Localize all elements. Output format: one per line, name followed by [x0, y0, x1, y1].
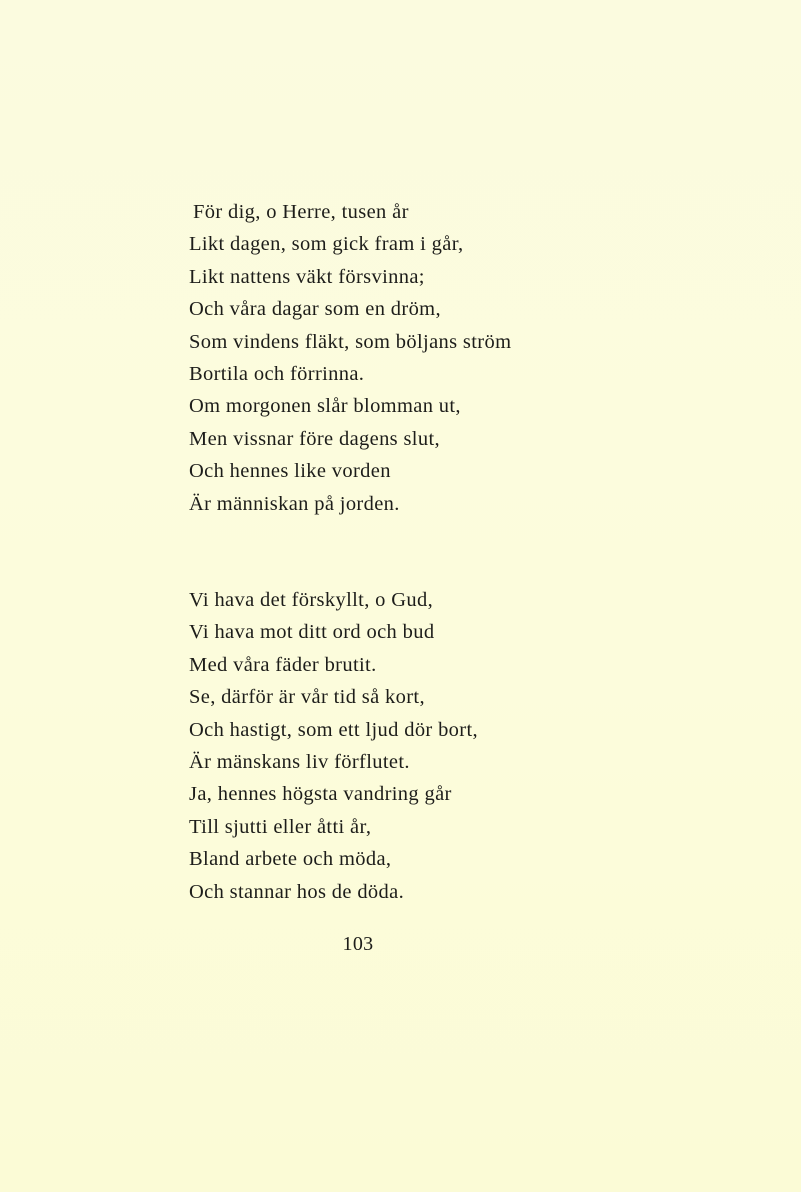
verse-line: Är människan på jorden. — [189, 492, 400, 515]
verse-line: Är mänskans liv förflutet. — [189, 750, 410, 773]
verse-line: Och våra dagar som en dröm, — [189, 298, 441, 321]
verse-line: Och hennes like vorden — [189, 460, 391, 483]
verse-line: Med våra fäder brutit. — [189, 653, 377, 676]
verse-line: Men vissnar före dagens slut, — [189, 427, 440, 450]
verse-line: Som vindens fläkt, som böljans ström — [189, 330, 512, 353]
verse-line: Till sjutti eller åtti år, — [189, 815, 372, 838]
verse-line: Likt nattens väkt försvinna; — [189, 265, 425, 288]
page-number: 103 — [342, 933, 374, 955]
verse-line: Och stannar hos de döda. — [189, 880, 405, 903]
verse-line: För dig, o Herre, tusen år — [193, 201, 409, 223]
verse-line: Om morgonen slår blomman ut, — [189, 395, 461, 418]
stanza-2 — [189, 584, 709, 908]
verse-line: Se, därför är vår tid så kort, — [189, 686, 425, 709]
verse-line: Bortila och förrinna. — [189, 362, 365, 385]
verse-line: Likt dagen, som gick fram i går, — [189, 233, 464, 256]
stanza-1 — [189, 196, 709, 520]
verse-line: Och hastigt, som ett ljud dör bort, — [189, 718, 478, 741]
verse-line: Vi hava det förskyllt, o Gud, — [189, 589, 434, 611]
verse-line: Ja, hennes högsta vandring går — [189, 783, 452, 806]
verse-line: Bland arbete och möda, — [189, 848, 392, 871]
verse-line: Vi hava mot ditt ord och bud — [189, 621, 435, 644]
